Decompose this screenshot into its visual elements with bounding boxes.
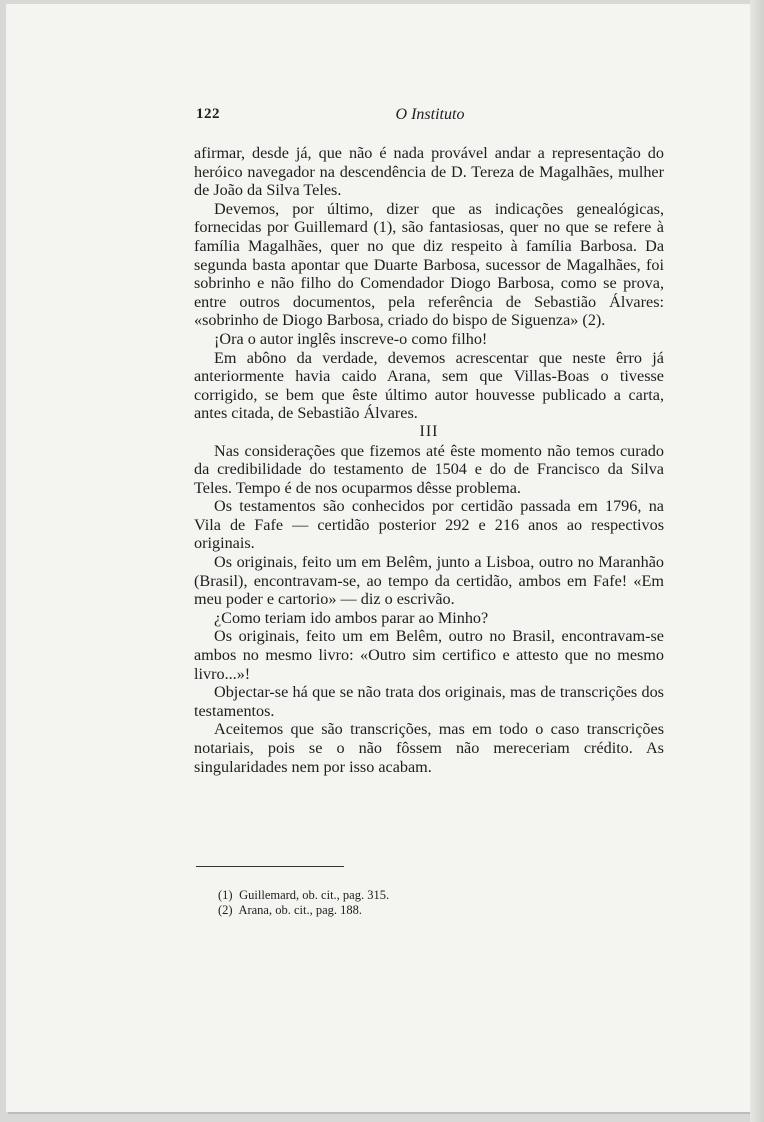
footnote-marker: (1)	[218, 888, 233, 902]
paragraph: Os originais, feito um em Belêm, junto a Lisboa, outro no Maranhão (Brasil), encontravam-se, ao tempo da certidão, ambos em Fafe! «Em meu poder e cartorio» — diz o escrivão.	[194, 553, 664, 609]
paragraph: Objectar-se há que se não trata dos originais, mas de transcrições dos testamentos.	[194, 683, 664, 720]
footnote-text: Arana, ob. cit., pag. 188.	[238, 903, 363, 917]
paragraph: Os originais, feito um em Belêm, outro no Brasil, encontravam-se ambos no mesmo livro: «Outro sim certifico e attesto que no mesmo livro...»!	[194, 627, 664, 683]
footnote	[218, 903, 658, 918]
running-header	[196, 106, 664, 128]
footnote-text: Guillemard, ob. cit., pag. 315.	[239, 888, 390, 902]
footnote-marker: (2)	[218, 903, 233, 917]
footnote	[218, 888, 658, 903]
paragraph: Aceitemos que são transcrições, mas em todo o caso transcrições notariais, pois se o não fôssem não mereceriam crédito. As singularidades nem por isso acabam.	[194, 720, 664, 776]
paragraph: Os testamentos são conhecidos por certidão passada em 1796, na Vila de Fafe — certidão posterior 292 e 216 anos ao respectivos originais.	[194, 497, 664, 553]
paragraph: afirmar, desde já, que não é nada provável andar a representação do heróico navegador na descendência de D. Tereza de Magalhães, mulher de João da Silva Teles.	[194, 144, 664, 200]
paragraph: ¿Como teriam ido ambos parar ao Minho?	[214, 608, 489, 627]
page-edge	[750, 0, 764, 1122]
paragraph: Devemos, por último, dizer que as indicações genealógicas, fornecidas por Guillemard (1), são fantasiosas, quer no que se refere à família Magalhães, quer no que diz respeito à família Barbosa. Da segunda basta apontar que Duarte Barbosa, sucessor de Magalhães, foi sobrinho e não filho do Comendador Diogo Barbosa, como se prova, entre outros documentos, pela referência de Sebastião Álvares: «sobrinho de Diogo Barbosa, criado do bispo de Siguenza» (2).	[194, 199, 664, 330]
paragraph: Nas considerações que fizemos até êste momento não temos curado da credibilidade do testamento de 1504 e do de Francisco da Silva Teles. Tempo é de nos ocuparmos dêsse problema.	[194, 441, 664, 497]
running-title: O Instituto	[395, 106, 465, 123]
paragraph: ¡Ora o autor inglês inscreve-o como filho!	[214, 329, 488, 348]
page-number: 122	[196, 106, 220, 122]
paragraph: Em abôno da verdade, devemos acrescentar que neste êrro já anteriormente havia caido Arana, sem que Villas-Boas o tivesse corrigido, se bem que êste último autor houvesse publicado a carta, antes citada, de Sebastião Álvares.	[194, 348, 664, 423]
section-heading: III	[419, 422, 439, 440]
footnotes	[218, 888, 658, 918]
body-text	[194, 144, 664, 776]
footnote-rule	[196, 866, 344, 867]
